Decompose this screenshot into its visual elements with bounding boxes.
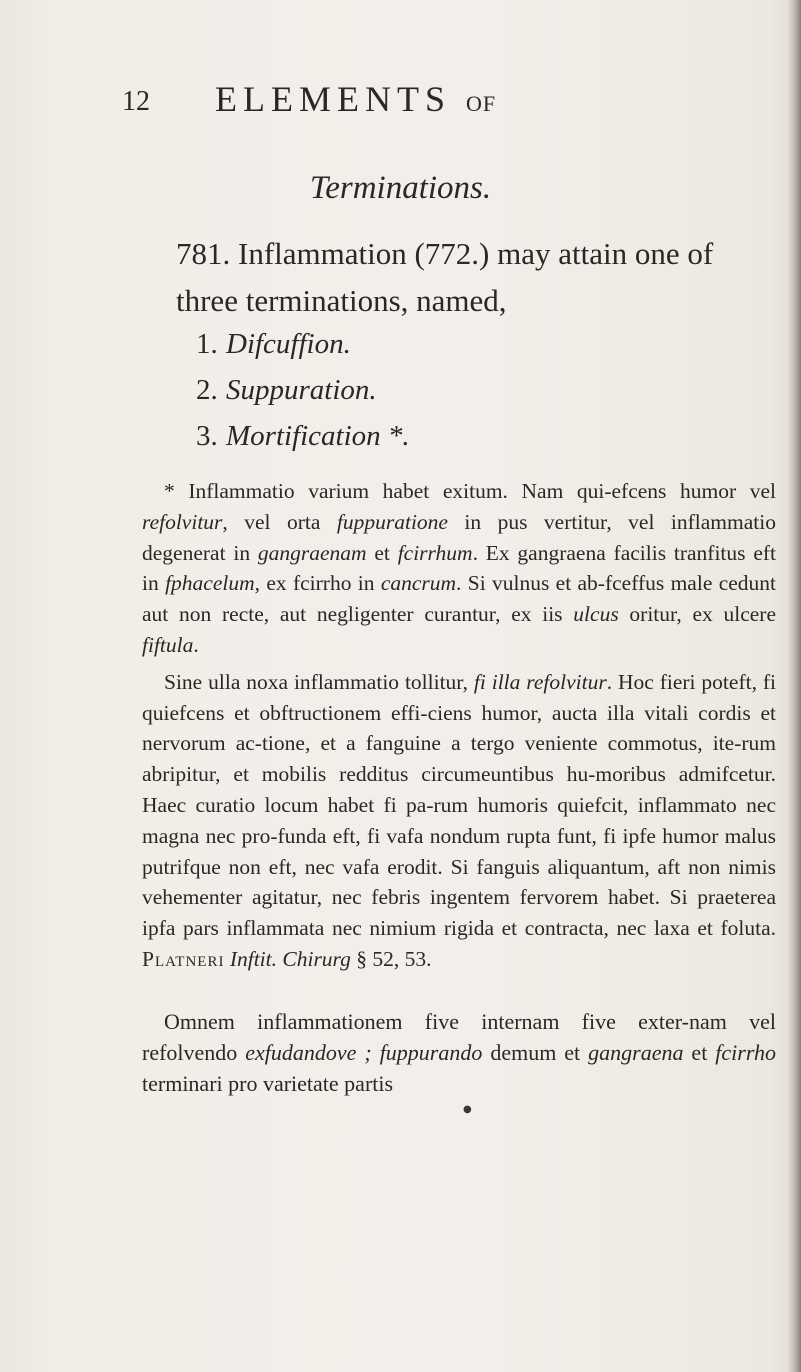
footnote-paragraph-1	[142, 476, 776, 661]
list-item-number: 2.	[196, 374, 218, 406]
note-text: * Inflammatio varium habet exitum. Nam qui-efcens humor vel	[164, 479, 776, 503]
note-italic: fphacelum	[165, 571, 255, 596]
para-text: et	[683, 1040, 716, 1065]
note-italic: cancrum	[380, 571, 457, 596]
note-italic: fi illa refolvitur	[473, 669, 607, 694]
list-item-number: 3.	[196, 420, 218, 452]
list-item	[196, 367, 696, 413]
note-text: et	[366, 540, 398, 565]
note-text: , vel orta	[222, 509, 337, 534]
note-text: in pus vertitur, vel inflammatio degenerat in	[142, 509, 776, 565]
note-author: Platneri	[142, 946, 225, 971]
running-header	[122, 78, 682, 128]
note-italic: ulcus	[573, 602, 619, 627]
list-item-label: Difcuffion.	[226, 328, 351, 360]
note-italic: fuppuratione	[336, 509, 448, 534]
note-text: . Hoc fieri poteft, fi quiefcens et obftructionem effi-ciens humor, aucta illa vitali cordis et nervorum ac-tione, et a fanguine a tergo veniente commotus, ite-rum abripitur, et mobilis redditus circumeuntibus hu-moribus admifcetur. Haec curatio locum habet fi pa-rum humoris quiefcit, inflammato nec magna nec pro-funda eft, fi vafa nondum rupta funt, fi ipfe humor malus putrifque non eft, nec vafa erodit. Si fanguis aliquantum, aft non nimis vehementer agitatur, nec febris ingentem fervorem habet. Si praeterea ipfa pars inflammata nec nimium rigida et contracta, nec laxa et foluta.	[142, 669, 776, 941]
running-title-main: ELEMENTS	[215, 79, 451, 119]
note-text: . Ex gangraena facilis tranfitus eft in	[142, 540, 776, 596]
note-italic: refolvitur	[142, 509, 223, 534]
footnote	[142, 476, 776, 975]
paragraph-781: 781. Inflammation (772.) may attain one of three terminations, named,	[176, 236, 714, 318]
closing-paragraph-text	[142, 1006, 776, 1099]
list-item-label: Mortification *.	[226, 420, 410, 452]
footnote-paragraph-2	[142, 667, 776, 975]
list-item	[196, 413, 696, 459]
para-text: terminari pro varietate partis	[142, 1071, 394, 1096]
note-italic: fiftula	[142, 632, 194, 657]
list-item	[196, 321, 696, 367]
note-text: , ex fcirrho in	[254, 571, 381, 596]
page-number: 12	[122, 86, 150, 117]
note-text: oritur, ex ulcere	[618, 602, 776, 627]
note-text: .	[193, 632, 199, 657]
note-citation: Inftit. Chirurg	[229, 946, 351, 971]
para-italic: exfudandove ; fuppurando	[245, 1040, 483, 1065]
list-item-label: Suppuration.	[226, 374, 377, 406]
section-title: Terminations.	[309, 170, 492, 206]
note-italic: fcirrhum	[397, 540, 473, 565]
note-text: . Si vulnus et ab-fceffus male cedunt aut non recte, aut negligenter curantur, ex iis	[142, 571, 776, 627]
running-title-of: OF	[465, 91, 497, 116]
catchword-mark-icon: ●	[463, 1104, 472, 1115]
terminations-list	[196, 321, 696, 459]
closing-paragraph	[142, 1006, 776, 1099]
note-text: Sine ulla noxa inflammatio tollitur,	[164, 669, 474, 694]
running-title	[215, 78, 496, 120]
para-text: demum et	[482, 1040, 589, 1065]
para-italic: fcirrho	[715, 1040, 776, 1065]
note-text: § 52, 53.	[350, 946, 432, 971]
para-italic: gangraena	[588, 1040, 684, 1065]
list-item-number: 1.	[196, 328, 218, 360]
para-text: Omnem inflammationem five internam five exter-nam vel refolvendo	[142, 1009, 776, 1065]
note-italic: gangraenam	[257, 540, 367, 565]
